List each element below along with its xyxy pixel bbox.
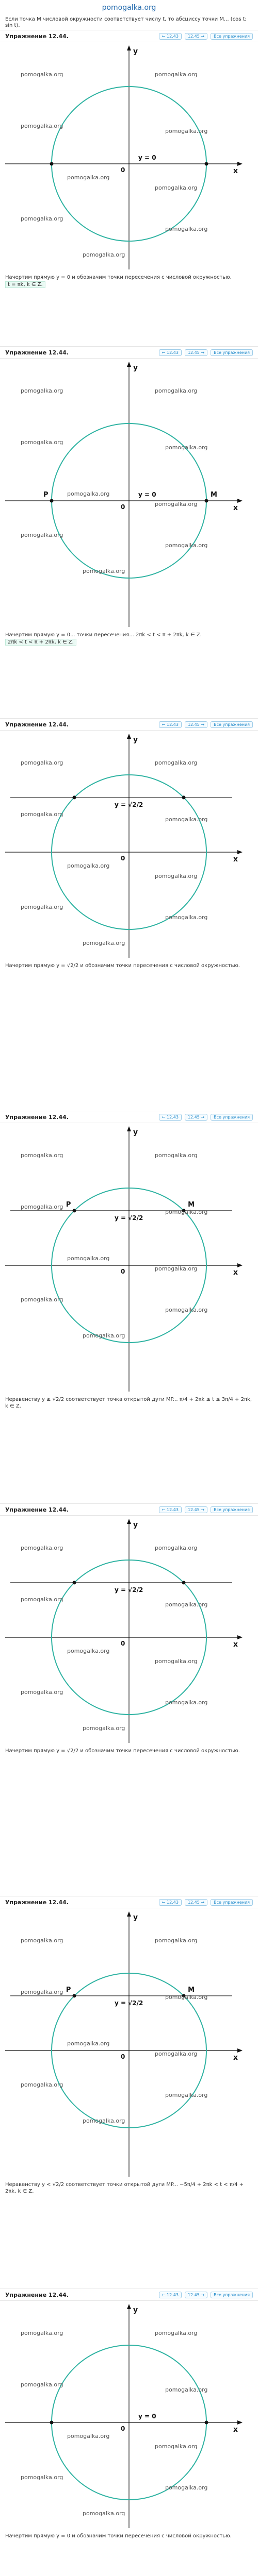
site-logo[interactable]: pomogalka.org bbox=[102, 4, 156, 12]
watermark-text: pomogalka.org bbox=[67, 2433, 110, 2439]
watermark-text: pomogalka.org bbox=[165, 1994, 208, 2001]
origin-label: 0 bbox=[121, 166, 125, 174]
watermark-text: pomogalka.org bbox=[155, 184, 198, 191]
y-axis-label: y bbox=[133, 1913, 138, 1922]
y-axis-label: y bbox=[133, 2306, 138, 2314]
watermark-text: pomogalka.org bbox=[165, 444, 208, 451]
y-axis-arrow bbox=[127, 1126, 131, 1131]
line-equation-label: y = √2/2 bbox=[115, 1586, 143, 1594]
watermark-text: pomogalka.org bbox=[21, 2474, 63, 2481]
answer-box: t = πk, k ∈ Z. bbox=[5, 281, 45, 288]
watermark-text: pomogalka.org bbox=[155, 1658, 198, 1665]
y-axis-arrow bbox=[127, 734, 131, 739]
exercise-title: Упражнение 12.44. bbox=[5, 2291, 69, 2298]
prev-exercise-button[interactable]: ← 12.43 bbox=[159, 1114, 182, 1121]
all-exercises-button[interactable]: Все упражнения bbox=[211, 2292, 253, 2298]
unit-circle-diagram bbox=[0, 2304, 258, 2531]
watermark-text: pomogalka.org bbox=[21, 2330, 63, 2336]
watermark-text: pomogalka.org bbox=[21, 532, 63, 538]
line-equation-label: y = √2/2 bbox=[115, 1214, 143, 1222]
x-axis-arrow bbox=[237, 2420, 243, 2425]
exercise-header bbox=[0, 718, 258, 731]
intersection-point bbox=[72, 1209, 76, 1212]
unit-circle-diagram bbox=[0, 45, 258, 272]
y-axis-label: y bbox=[133, 364, 138, 372]
x-axis-label: x bbox=[233, 855, 238, 863]
all-exercises-button[interactable]: Все упражнения bbox=[211, 1899, 253, 1906]
explanation-text: Начертим прямую y = √2/2 и обозначим точки пересечения с числовой окружностью. bbox=[5, 1748, 240, 1754]
x-axis-label: x bbox=[233, 167, 238, 175]
watermark-text: pomogalka.org bbox=[83, 2117, 125, 2124]
exercise-title: Упражнение 12.44. bbox=[5, 349, 69, 356]
origin-label: 0 bbox=[121, 2425, 125, 2432]
x-axis-arrow bbox=[237, 162, 243, 166]
watermark-text: pomogalka.org bbox=[155, 2050, 198, 2057]
watermark-text: pomogalka.org bbox=[165, 1601, 208, 1608]
x-axis-label: x bbox=[233, 1640, 238, 1649]
exercise-title: Упражнение 12.44. bbox=[5, 1113, 69, 1121]
watermark-text: pomogalka.org bbox=[21, 387, 63, 394]
watermark-text: pomogalka.org bbox=[21, 1204, 63, 1210]
exercise-title: Упражнение 12.44. bbox=[5, 721, 69, 728]
watermark-text: pomogalka.org bbox=[83, 568, 125, 574]
unit-circle-diagram bbox=[0, 362, 258, 630]
x-axis-arrow bbox=[237, 850, 243, 854]
watermark-text: pomogalka.org bbox=[165, 128, 208, 134]
exercise-header bbox=[0, 2289, 258, 2301]
intersection-point bbox=[50, 499, 54, 503]
watermark-text: pomogalka.org bbox=[67, 1255, 110, 1262]
watermark-text: pomogalka.org bbox=[165, 2484, 208, 2491]
x-axis-arrow bbox=[237, 499, 243, 503]
watermark-text: pomogalka.org bbox=[67, 1648, 110, 1654]
y-axis-label: y bbox=[133, 1521, 138, 1529]
intersection-point bbox=[205, 162, 208, 166]
watermark-text: pomogalka.org bbox=[21, 439, 63, 446]
watermark-text: pomogalka.org bbox=[67, 490, 110, 497]
watermark-text: pomogalka.org bbox=[155, 2330, 198, 2336]
watermark-text: pomogalka.org bbox=[165, 542, 208, 549]
watermark-text: pomogalka.org bbox=[21, 1596, 63, 1603]
next-exercise-button[interactable]: 12.45 → bbox=[185, 1506, 207, 1513]
watermark-text: pomogalka.org bbox=[83, 1725, 125, 1732]
watermark-text: pomogalka.org bbox=[165, 1699, 208, 1706]
watermark-text: pomogalka.org bbox=[165, 816, 208, 823]
all-exercises-button[interactable]: Все упражнения bbox=[211, 1506, 253, 1513]
watermark-text: pomogalka.org bbox=[67, 174, 110, 181]
exercise-section bbox=[0, 1896, 258, 2287]
unit-circle-svg bbox=[0, 2304, 248, 2531]
next-exercise-button[interactable]: 12.45 → bbox=[185, 349, 207, 356]
prev-exercise-button[interactable]: ← 12.43 bbox=[159, 33, 182, 40]
explanation-text: Начертим прямую y = 0 и обозначим точки пересечения с числовой окружностью. bbox=[5, 275, 232, 280]
exercise-header bbox=[0, 1111, 258, 1123]
x-axis-arrow bbox=[237, 1635, 243, 1639]
x-axis-label: x bbox=[233, 2426, 238, 2434]
line-equation-label: y = √2/2 bbox=[115, 801, 143, 808]
watermark-text: pomogalka.org bbox=[155, 1265, 198, 1272]
watermark-text: pomogalka.org bbox=[21, 1989, 63, 1995]
site-header[interactable] bbox=[0, 0, 258, 15]
exercise-section bbox=[0, 346, 258, 717]
x-axis-arrow bbox=[237, 1263, 243, 1267]
point-p-label: P bbox=[66, 1986, 71, 1994]
answer-line bbox=[0, 281, 258, 289]
unit-circle-svg bbox=[0, 1911, 248, 2179]
intersection-point bbox=[205, 499, 208, 503]
x-axis-arrow bbox=[237, 2048, 243, 2053]
origin-label: 0 bbox=[121, 2053, 125, 2060]
answer-line bbox=[0, 638, 258, 646]
unit-circle-diagram bbox=[0, 1126, 258, 1394]
prev-exercise-button[interactable]: ← 12.43 bbox=[159, 349, 182, 356]
intersection-point bbox=[72, 1581, 76, 1584]
y-axis-label: y bbox=[133, 47, 138, 56]
intersection-point bbox=[50, 162, 54, 166]
watermark-text: pomogalka.org bbox=[21, 1545, 63, 1551]
watermark-text: pomogalka.org bbox=[83, 251, 125, 258]
y-axis-label: y bbox=[133, 1128, 138, 1137]
watermark-text: pomogalka.org bbox=[67, 2040, 110, 2047]
origin-label: 0 bbox=[121, 1268, 125, 1275]
watermark-text: pomogalka.org bbox=[21, 1689, 63, 1696]
origin-label: 0 bbox=[121, 1640, 125, 1647]
explanation-text: Начертим прямую y = 0 и обозначим точки пересечения с числовой окружностью. bbox=[5, 2533, 232, 2539]
unit-circle-svg bbox=[0, 362, 248, 630]
next-exercise-button[interactable]: 12.45 → bbox=[185, 721, 207, 728]
explanation-text: Неравенству y ≥ √2/2 соответствует точка открытой дуги MP... π/4 + 2πk ≤ t ≤ 3π/4 + 2πk, k ∈ Z. bbox=[5, 1397, 252, 1409]
watermark-text: pomogalka.org bbox=[165, 2386, 208, 2393]
point-p-label: P bbox=[43, 491, 49, 499]
watermark-text: pomogalka.org bbox=[21, 1296, 63, 1303]
exercise-header bbox=[0, 346, 258, 359]
watermark-text: pomogalka.org bbox=[165, 1209, 208, 1215]
watermark-text: pomogalka.org bbox=[21, 811, 63, 818]
intersection-point bbox=[205, 2421, 208, 2425]
line-equation-label: y = √2/2 bbox=[115, 1999, 143, 2007]
exercise-title: Упражнение 12.44. bbox=[5, 32, 69, 40]
intersection-point bbox=[50, 2421, 54, 2425]
exercise-title: Упражнение 12.44. bbox=[5, 1506, 69, 1513]
unit-circle-diagram bbox=[0, 1911, 258, 2179]
watermark-text: pomogalka.org bbox=[21, 71, 63, 78]
point-m-label: M bbox=[188, 1200, 195, 1209]
watermark-text: pomogalka.org bbox=[67, 862, 110, 869]
point-m-label: M bbox=[188, 1986, 195, 1994]
unit-circle-svg bbox=[0, 1519, 248, 1745]
watermark-text: pomogalka.org bbox=[83, 1332, 125, 1339]
watermark-text: pomogalka.org bbox=[165, 914, 208, 921]
origin-label: 0 bbox=[121, 503, 125, 511]
point-m-label: M bbox=[211, 491, 217, 499]
watermark-text: pomogalka.org bbox=[155, 1545, 198, 1551]
exercise-header bbox=[0, 1896, 258, 1908]
y-axis-arrow bbox=[127, 362, 131, 367]
watermark-text: pomogalka.org bbox=[21, 1937, 63, 1944]
intersection-point bbox=[182, 795, 186, 799]
watermark-text: pomogalka.org bbox=[83, 2510, 125, 2517]
prev-exercise-button[interactable]: ← 12.43 bbox=[159, 1506, 182, 1513]
line-equation-label: y = 0 bbox=[138, 2413, 156, 2420]
all-exercises-button[interactable]: Все упражнения bbox=[211, 349, 253, 356]
watermark-text: pomogalka.org bbox=[165, 2092, 208, 2098]
line-equation-label: y = 0 bbox=[138, 154, 156, 161]
explanation-text: Начертим прямую y = √2/2 и обозначим точки пересечения с числовой окружностью. bbox=[5, 963, 240, 969]
unit-circle-svg bbox=[0, 734, 248, 960]
all-exercises-button[interactable]: Все упражнения bbox=[211, 33, 253, 40]
watermark-text: pomogalka.org bbox=[155, 501, 198, 507]
explanation-text: Начертим прямую y = 0... точки пересечения... 2πk < t < π + 2πk, k ∈ Z. bbox=[5, 632, 202, 638]
exercise-section bbox=[0, 1503, 258, 1895]
intersection-point bbox=[72, 795, 76, 799]
prev-exercise-button[interactable]: ← 12.43 bbox=[159, 1899, 182, 1906]
prev-exercise-button[interactable]: ← 12.43 bbox=[159, 2292, 182, 2298]
watermark-text: pomogalka.org bbox=[21, 2081, 63, 2088]
exercise-header bbox=[0, 30, 258, 42]
explanation-text: Неравенству y < √2/2 соответствует точки открытой дуги MP... −5π/4 + 2πk < t < π/4 + 2πk, k ∈ Z. bbox=[5, 2182, 244, 2194]
all-exercises-button[interactable]: Все упражнения bbox=[211, 721, 253, 728]
watermark-text: pomogalka.org bbox=[21, 904, 63, 910]
intersection-point bbox=[72, 1994, 76, 1997]
exercise-section bbox=[0, 1111, 258, 1502]
exercise-header bbox=[0, 1503, 258, 1516]
next-exercise-button[interactable]: 12.45 → bbox=[185, 33, 207, 40]
unit-circle-diagram bbox=[0, 1519, 258, 1745]
intersection-point bbox=[182, 1581, 186, 1584]
watermark-text: pomogalka.org bbox=[83, 940, 125, 946]
x-axis-label: x bbox=[233, 504, 238, 512]
next-exercise-button[interactable]: 12.45 → bbox=[185, 2292, 207, 2298]
exercise-section bbox=[0, 15, 258, 345]
point-p-label: P bbox=[66, 1200, 71, 1209]
watermark-text: pomogalka.org bbox=[165, 1307, 208, 1313]
watermark-text: pomogalka.org bbox=[155, 873, 198, 879]
watermark-text: pomogalka.org bbox=[155, 1937, 198, 1944]
y-axis-arrow bbox=[127, 45, 131, 50]
watermark-text: pomogalka.org bbox=[155, 759, 198, 766]
all-exercises-button[interactable]: Все упражнения bbox=[211, 1114, 253, 1121]
y-axis-arrow bbox=[127, 2304, 131, 2309]
exercise-title: Упражнение 12.44. bbox=[5, 1899, 69, 1906]
line-equation-label: y = 0 bbox=[138, 491, 156, 498]
y-axis-label: y bbox=[133, 736, 138, 744]
watermark-text: pomogalka.org bbox=[155, 387, 198, 394]
y-axis-arrow bbox=[127, 1911, 131, 1917]
watermark-text: pomogalka.org bbox=[21, 759, 63, 766]
exercise-section bbox=[0, 2289, 258, 2576]
next-exercise-button[interactable]: 12.45 → bbox=[185, 1114, 207, 1121]
exercise-section bbox=[0, 718, 258, 1110]
x-axis-label: x bbox=[233, 2054, 238, 2062]
origin-label: 0 bbox=[121, 855, 125, 862]
unit-circle-svg bbox=[0, 1126, 248, 1394]
watermark-text: pomogalka.org bbox=[21, 215, 63, 222]
watermark-text: pomogalka.org bbox=[155, 2443, 198, 2450]
watermark-text: pomogalka.org bbox=[165, 226, 208, 232]
watermark-text: pomogalka.org bbox=[21, 2381, 63, 2388]
watermark-text: pomogalka.org bbox=[21, 1152, 63, 1159]
next-exercise-button[interactable]: 12.45 → bbox=[185, 1899, 207, 1906]
y-axis-arrow bbox=[127, 1519, 131, 1524]
intro-text: Если точка M числовой окружности соответствует числу t, то абсциссу точки M... (cos t; sin t). bbox=[5, 16, 247, 28]
prev-exercise-button[interactable]: ← 12.43 bbox=[159, 721, 182, 728]
watermark-text: pomogalka.org bbox=[21, 123, 63, 129]
watermark-text: pomogalka.org bbox=[155, 71, 198, 78]
answer-box: 2πk < t < π + 2πk, k ∈ Z. bbox=[5, 639, 76, 646]
x-axis-label: x bbox=[233, 1268, 238, 1277]
unit-circle-svg bbox=[0, 45, 248, 272]
unit-circle-diagram bbox=[0, 734, 258, 960]
watermark-text: pomogalka.org bbox=[155, 1152, 198, 1159]
